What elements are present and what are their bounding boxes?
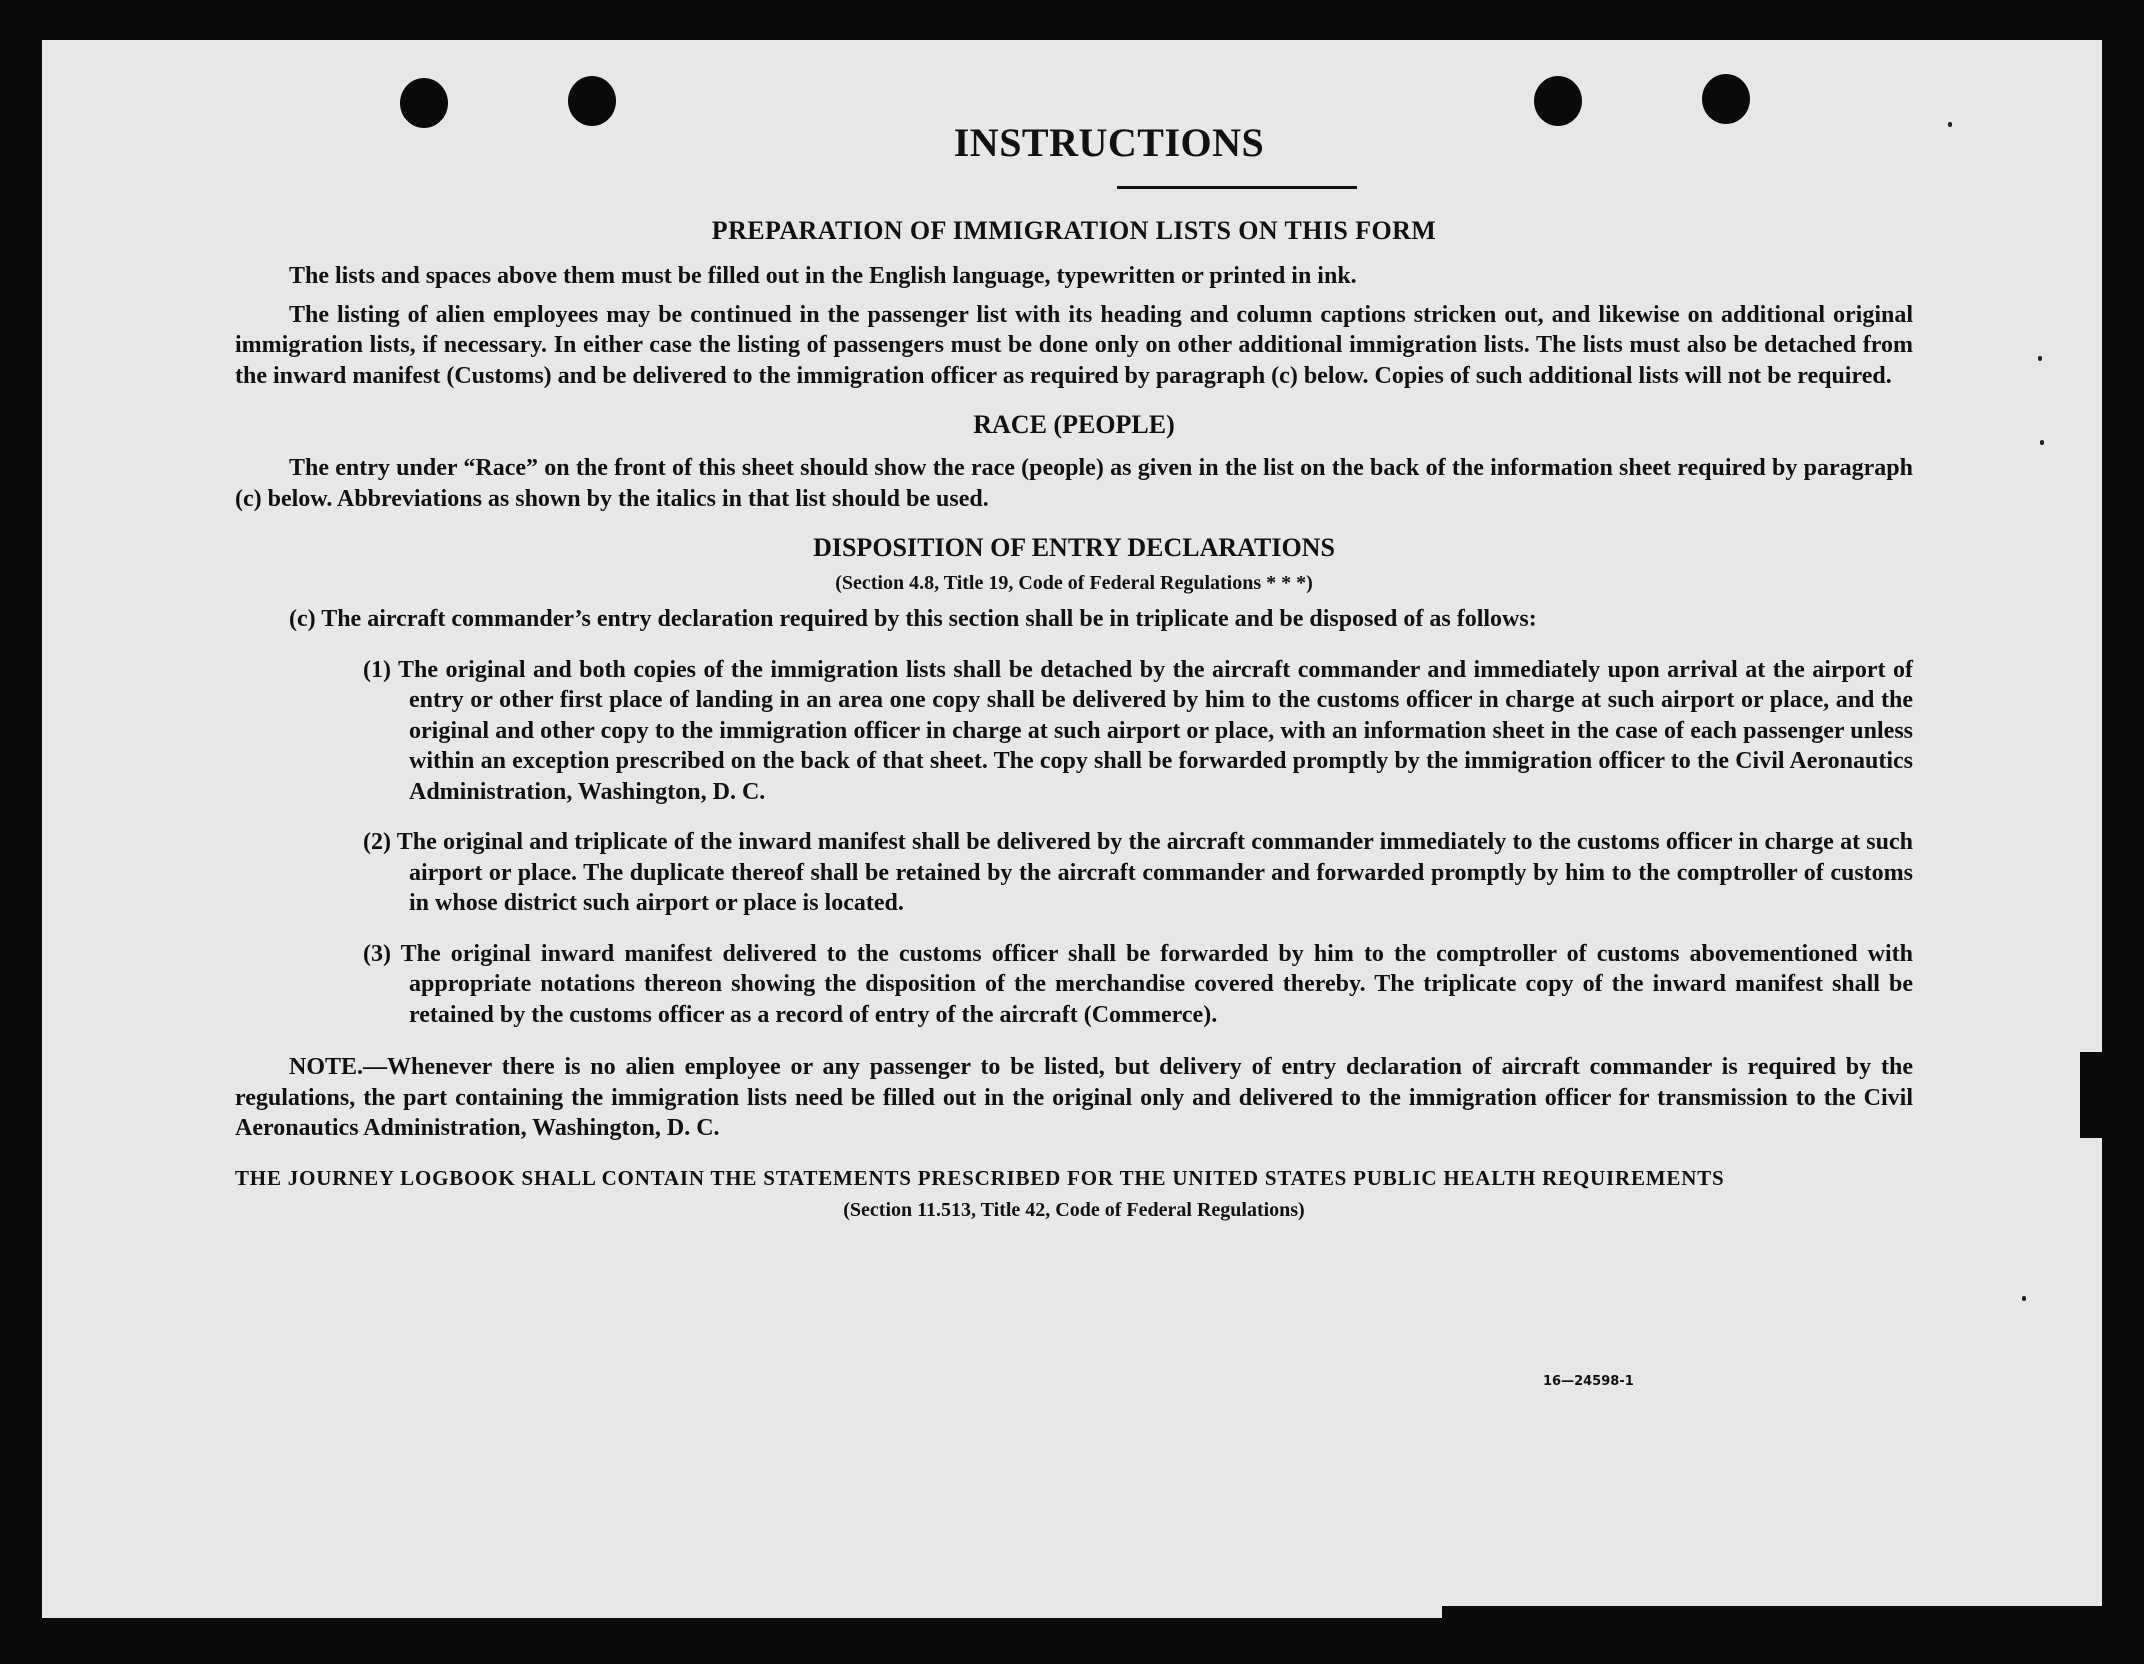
speck (2040, 440, 2044, 445)
torn-edge (1442, 1606, 2102, 1618)
list-item-2: (2) The original and triplicate of the inward manifest shall be delivered by the aircraft commander immediately to the customs officer in charge at such airport or place. The duplicate thereof shall be retained by the aircraft commander and forwarded promptly by him to the comptroller of customs in whose district such airport or place is located. (363, 829, 1913, 916)
list-item-3: (3) The original inward manifest delivered to the customs officer shall be forwarded by him to the comptroller of customs abovementioned with appropriate notations thereon showing the disposition of the merchandise covered thereby. The triplicate copy of the inward manifest shall be retained by the customs officer as a record of entry of the aircraft (Commerce). (363, 940, 1913, 1028)
paragraph-prep-1: The lists and spaces above them must be filled out in the English language, typewritten or printed in ink. (289, 263, 1357, 289)
instructions-body (235, 120, 1913, 1223)
paragraph-c: (c) The aircraft commander’s entry declaration required by this section shall be in triplicate and be disposed of as follows: (289, 606, 1537, 632)
speck (2022, 1296, 2026, 1301)
disposition-citation: (Section 4.8, Title 19, Code of Federal Regulations * * *) (835, 572, 1313, 594)
section-heading-disposition: DISPOSITION OF ENTRY DECLARATIONS (813, 533, 1335, 562)
note-paragraph: NOTE.—Whenever there is no alien employee or any passenger to be listed, but delivery of entry declaration of aircraft commander is required by the regulations, the part containing the immigration lists need be filled out in the original only and delivered to the immigration officer for transmission to the Civil Aeronautics Administration, Washington, D. C. (235, 1054, 1913, 1141)
punch-hole-3 (1534, 76, 1582, 126)
speck (2038, 356, 2042, 361)
paragraph-race: The entry under “Race” on the front of this sheet should show the race (people) as given in the list on the back of the information sheet required by paragraph (c) below. Abbreviations as shown by the italics in that list should be used. (235, 455, 1913, 512)
page-title: INSTRUCTIONS (953, 120, 1265, 165)
list-item-1: (1) The original and both copies of the immigration lists shall be detached by the aircraft commander and immediately upon arrival at the airport of entry or other first place of landing in an area one copy shall be delivered by him to the customs officer in charge at such airport or place, and the original and other copy to the immigration officer in charge at such airport or place, with an information sheet in the case of each passenger unless within an exception prescribed on the back of that sheet. The copy shall be forwarded promptly by the immigration officer to the Civil Aeronautics Administration, Washington, D. C. (363, 656, 1913, 805)
form-number: 16—24598-1 (1543, 1374, 1634, 1389)
journey-statement: THE JOURNEY LOGBOOK SHALL CONTAIN THE STATEMENTS PRESCRIBED FOR THE UNITED STATES PUBLIC HEALTH REQUIREMENTS (235, 1165, 1725, 1190)
speck (1948, 122, 1952, 127)
journey-citation: (Section 11.513, Title 42, Code of Federal Regulations) (843, 1198, 1305, 1221)
paragraph-prep-2: The listing of alien employees may be continued in the passenger list with its heading and column captions stricken out, and likewise on additional original immigration lists, if necessary. In either case the listing of passengers must be done only on other additional immigration lists. The lists must also be detached from the inward manifest (Customs) and be delivered to the immigration officer as required by paragraph (c) below. Copies of such additional lists will not be required. (235, 301, 1913, 389)
section-heading-race: RACE (PEOPLE) (973, 410, 1175, 439)
clip-mark (2080, 1052, 2142, 1138)
section-heading-preparation: PREPARATION OF IMMIGRATION LISTS ON THIS FORM (711, 216, 1437, 245)
punch-hole-2 (568, 76, 616, 126)
title-underline (1117, 186, 1357, 189)
punch-hole-4 (1702, 74, 1750, 124)
